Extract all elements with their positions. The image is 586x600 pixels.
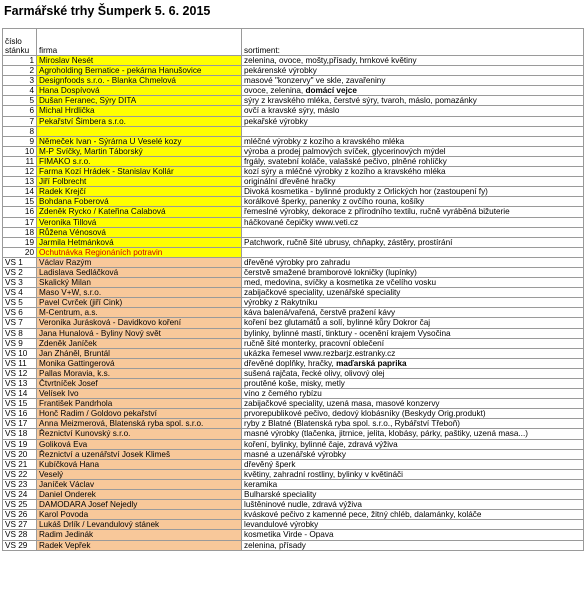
table-row <box>3 227 584 237</box>
firma-cell: Honč Radim / Goldovo pekařství <box>37 409 242 419</box>
sortiment-text: prvorepublikové pečivo, dedový klobásníky (Beskydy Orig.produkt) <box>244 409 486 419</box>
stall-number-cell: VS 23 <box>3 479 37 489</box>
stall-number-cell: VS 16 <box>3 409 37 419</box>
table-row <box>3 368 584 378</box>
sortiment-bold-text: domácí vejce <box>305 86 357 96</box>
sortiment-cell <box>242 358 584 368</box>
sortiment-text: ukázka řemesel www.rezbarjz.estranky.cz <box>244 348 396 358</box>
sortiment-cell <box>242 490 584 500</box>
sortiment-text: proutěné koše, misky, metly <box>244 379 345 388</box>
table-row <box>3 298 584 308</box>
sortiment-text: keramika <box>244 479 278 489</box>
firma-cell: Hana Dospívová <box>37 86 242 96</box>
table-row <box>3 439 584 449</box>
sortiment-cell <box>242 187 584 197</box>
sortiment-cell <box>242 136 584 146</box>
sortiment-text: zabijačkové speciality, uzená masa, masové konzervy <box>244 399 440 409</box>
sortiment-cell <box>242 66 584 76</box>
sortiment-text: sušená rajčata, řecké olivy, olivový olej <box>244 368 385 378</box>
table-row <box>3 520 584 530</box>
stall-number-cell: VS 7 <box>3 318 37 328</box>
firma-cell: Farma Kozí Hrádek - Stanislav Kollár <box>37 167 242 177</box>
firma-cell: Radek Vepřek <box>37 540 242 550</box>
sortiment-text: Divoká kosmetika - bylinné produkty z Orlických hor (zastoupení fy) <box>244 187 488 197</box>
stall-number-cell: VS 22 <box>3 469 37 479</box>
firma-cell: M-P Svíčky, Martin Táborský <box>37 146 242 156</box>
table-row <box>3 96 584 106</box>
firma-cell: Lukáš Drlík / Levandulový stánek <box>37 520 242 530</box>
sortiment-text: Bulharské speciality <box>244 490 317 500</box>
table-row <box>3 510 584 520</box>
table-row <box>3 419 584 429</box>
sortiment-cell <box>242 146 584 156</box>
stall-number-cell: VS 11 <box>3 358 37 368</box>
sortiment-text: zelenina, přísady <box>244 540 306 550</box>
stall-number-cell: VS 27 <box>3 520 37 530</box>
stall-number-cell: 20 <box>3 247 37 257</box>
firma-cell: Řeznictví a uzenářství Josek Klimeš <box>37 449 242 459</box>
table-row <box>3 217 584 227</box>
sortiment-cell <box>242 429 584 439</box>
sortiment-cell <box>242 318 584 328</box>
sortiment-text: originální dřevěné hračky <box>244 177 336 187</box>
sortiment-cell <box>242 156 584 166</box>
sortiment-text: kosmetika Virde - Opava <box>244 530 334 540</box>
firma-cell: Maso V+W, s.r.o. <box>37 288 242 298</box>
firma-cell: Bohdana Foberová <box>37 197 242 207</box>
firma-cell: Michal Hrdlička <box>37 106 242 116</box>
stall-number-cell: 18 <box>3 227 37 237</box>
firma-cell: M-Centrum, a.s. <box>37 308 242 318</box>
sortiment-cell <box>242 379 584 389</box>
stall-number-cell: 3 <box>3 76 37 86</box>
sortiment-cell <box>242 288 584 298</box>
sortiment-cell <box>242 368 584 378</box>
firma-cell: FIMAKO s.r.o. <box>37 156 242 166</box>
sortiment-text: mléčné výrobky z kozího a kravského mléka <box>244 136 405 146</box>
stall-number-cell: 16 <box>3 207 37 217</box>
table-row <box>3 76 584 86</box>
firma-cell: Radek Krejčí <box>37 187 242 197</box>
table-row <box>3 146 584 156</box>
sortiment-cell <box>242 96 584 106</box>
sortiment-cell <box>242 217 584 227</box>
sortiment-cell <box>242 257 584 267</box>
sortiment-cell <box>242 459 584 469</box>
sortiment-text: kváskové pečivo z kamenné pece, žitný chléb, dalamánky, koláče <box>244 510 482 520</box>
stall-number-cell: VS 19 <box>3 439 37 449</box>
stall-number-cell: 12 <box>3 167 37 177</box>
table-row <box>3 530 584 540</box>
stall-number-cell: VS 26 <box>3 510 37 520</box>
sortiment-text: dřevěné výrobky pro zahradu <box>244 257 351 267</box>
sortiment-text: med, medovina, svíčky a kosmetika ze včelího vosku <box>244 278 437 288</box>
sortiment-text: levandulové výrobky <box>244 520 319 530</box>
table-row <box>3 187 584 197</box>
sortiment-cell <box>242 530 584 540</box>
firma-cell: František Pandrhola <box>37 399 242 409</box>
table-row <box>3 66 584 76</box>
stall-number-cell: 1 <box>3 56 37 66</box>
sortiment-cell <box>242 449 584 459</box>
sortiment-text: ryby z Blatné (Blatenská ryba spol. s.r.o., Rybářství Třeboň) <box>244 419 460 429</box>
sortiment-text: dřevěné doplňky, hračky, <box>244 358 337 368</box>
sortiment-cell <box>242 197 584 207</box>
sortiment-cell <box>242 520 584 530</box>
table-row <box>3 358 584 368</box>
table-row <box>3 459 584 469</box>
firma-cell: Zdeněk Janíček <box>37 338 242 348</box>
sortiment-text: masné výrobky (tlačenka, jitrnice, jelita, klobásy, párky, paštiky, uzená masa...) <box>244 429 528 439</box>
sortiment-text: Patchwork, ručně šité ubrusy, chňapky, zástěry, prostírání <box>244 237 453 247</box>
firma-cell: Ochutnávka Regionáních potravin <box>37 247 242 257</box>
sortiment-cell <box>242 56 584 66</box>
sortiment-cell <box>242 227 584 237</box>
table-row <box>3 86 584 96</box>
sortiment-text: masné a uzenářské výrobky <box>244 449 346 459</box>
table-header-row <box>3 29 584 56</box>
firma-cell: Monika Gattingerová <box>37 358 242 368</box>
table-row <box>3 56 584 66</box>
table-row <box>3 399 584 409</box>
firma-cell: Jiří Folbrecht <box>37 177 242 187</box>
stall-number-cell: 17 <box>3 217 37 227</box>
table-row <box>3 197 584 207</box>
table-row <box>3 338 584 348</box>
table-row <box>3 389 584 399</box>
firma-cell: Skalický Milan <box>37 278 242 288</box>
table-row <box>3 156 584 166</box>
sortiment-text: výroba a prodej palmových svíček, glycerinových mýdel <box>244 146 446 156</box>
sortiment-cell <box>242 116 584 126</box>
sortiment-cell <box>242 409 584 419</box>
stall-number-cell: VS 4 <box>3 288 37 298</box>
sortiment-text: ručně šité monterky, pracovní oblečení <box>244 338 385 348</box>
sortiment-cell <box>242 237 584 247</box>
firma-cell: Pavel Cvrček (jiří Cink) <box>37 298 242 308</box>
stall-number-cell: VS 10 <box>3 348 37 358</box>
stall-number-cell: 19 <box>3 237 37 247</box>
sortiment-cell <box>242 479 584 489</box>
sortiment-text: koření bez glutamátů a solí, bylinné kůry Dokror čaj <box>244 318 431 328</box>
table-row <box>3 247 584 257</box>
sortiment-text: čerstvě smažené bramborové lokničky (lupínky) <box>244 267 417 277</box>
stall-number-cell: VS 8 <box>3 328 37 338</box>
table-row <box>3 116 584 126</box>
table-row <box>3 257 584 267</box>
sortiment-text: zelenina, ovoce, mošty,přísady, hrnkové květiny <box>244 56 417 65</box>
sortiment-text: dřevěný šperk <box>244 459 296 469</box>
header-stall-number-line2: stánku <box>5 45 30 55</box>
stall-number-cell: VS 5 <box>3 298 37 308</box>
stall-number-cell: VS 6 <box>3 308 37 318</box>
firma-cell: Goliková Eva <box>37 439 242 449</box>
firma-cell: Jan Zháněl, Bruntál <box>37 348 242 358</box>
sortiment-text: řemeslné výrobky, dekorace z přírodního textilu, ručně vyráběná bižuterie <box>244 207 510 217</box>
table-row <box>3 379 584 389</box>
sortiment-text: ovčí a kravské sýry, máslo <box>244 106 340 116</box>
sortiment-text: koření, bylinky, bylinné čaje, zdravá výživa <box>244 439 398 449</box>
table-row <box>3 136 584 146</box>
table-row <box>3 207 584 217</box>
stall-number-cell: 14 <box>3 187 37 197</box>
stall-number-cell: VS 25 <box>3 500 37 510</box>
firma-cell: Designfoods s.r.o. - Blanka Chmelová <box>37 76 242 86</box>
sortiment-text: zabijačkové speciality, uzenářské speciality <box>244 288 401 298</box>
table-row <box>3 490 584 500</box>
sortiment-text: bylinky, bylinné mastí, tinktury - ocenění krajem Vysočina <box>244 328 451 338</box>
sortiment-cell <box>242 106 584 116</box>
sortiment-cell <box>242 500 584 510</box>
firma-cell: Karol Povoda <box>37 510 242 520</box>
firma-cell: Růžena Vénosová <box>37 227 242 237</box>
sortiment-cell <box>242 278 584 288</box>
sortiment-text: háčkované čepičky www.veti.cz <box>244 217 359 227</box>
stall-number-cell: VS 29 <box>3 540 37 550</box>
stall-number-cell: 13 <box>3 177 37 187</box>
table-row <box>3 106 584 116</box>
page-title: Farmářské trhy Šumperk 5. 6. 2015 <box>4 4 211 18</box>
table-row <box>3 126 584 136</box>
stall-number-cell: VS 1 <box>3 257 37 267</box>
sortiment-text: frgály, svatební koláče, valašské pečivo, plněné rohlíčky <box>244 156 447 166</box>
table-row <box>3 308 584 318</box>
table-row <box>3 479 584 489</box>
stalls-table <box>2 28 584 551</box>
sortiment-cell <box>242 348 584 358</box>
firma-cell: Jarmila Hetmánková <box>37 237 242 247</box>
stall-number-cell: VS 13 <box>3 379 37 389</box>
stall-number-cell: 10 <box>3 146 37 156</box>
sortiment-cell <box>242 177 584 187</box>
stall-number-cell: VS 28 <box>3 530 37 540</box>
stall-number-cell: VS 14 <box>3 389 37 399</box>
table-row <box>3 409 584 419</box>
sortiment-cell <box>242 298 584 308</box>
firma-cell: Radim Jedinák <box>37 530 242 540</box>
header-sortiment: sortiment: <box>242 29 584 56</box>
firma-cell: Anna Meizmerová, Blatenská ryba spol. s.r.o. <box>37 419 242 429</box>
sortiment-cell <box>242 86 584 96</box>
stall-number-cell: VS 20 <box>3 449 37 459</box>
stall-number-cell: VS 15 <box>3 399 37 409</box>
table-row <box>3 469 584 479</box>
firma-cell: Pekařství Šimbera s.r.o. <box>37 116 242 126</box>
sortiment-text: květiny, zahradní rostliny, bylinky v květináči <box>244 469 403 479</box>
stall-number-cell: VS 18 <box>3 429 37 439</box>
header-stall-number <box>3 29 37 56</box>
table-row <box>3 267 584 277</box>
sortiment-text: masové "konzervy" ve skle, zavařeniny <box>244 76 386 86</box>
sortiment-text: výrobky z Rakytníku <box>244 298 318 308</box>
firma-cell: DAMODARA Josef Nejedly <box>37 500 242 510</box>
table-row <box>3 177 584 187</box>
table-row <box>3 318 584 328</box>
sortiment-cell <box>242 126 584 136</box>
sortiment-cell <box>242 439 584 449</box>
table-row <box>3 328 584 338</box>
stall-number-cell: 11 <box>3 156 37 166</box>
sortiment-cell <box>242 469 584 479</box>
firma-cell: Jana Hunalová - Byliny Nový svět <box>37 328 242 338</box>
sortiment-cell <box>242 328 584 338</box>
sortiment-text: sýry z kravského mléka, čerstvé sýry, tvaroh, máslo, pomazánky <box>244 96 477 106</box>
stall-number-cell: VS 2 <box>3 267 37 277</box>
sortiment-cell <box>242 247 584 257</box>
firma-cell: Čtvrtníček Josef <box>37 379 242 389</box>
sortiment-cell <box>242 510 584 520</box>
stall-number-cell: 2 <box>3 66 37 76</box>
stall-number-cell: VS 12 <box>3 368 37 378</box>
sortiment-text: kozí sýry a mléčné výrobky z kozího a kravského mléka <box>244 167 446 177</box>
sortiment-cell <box>242 207 584 217</box>
stall-number-cell: 15 <box>3 197 37 207</box>
firma-cell: Václav Razým <box>37 257 242 267</box>
firma-cell: Janíček Václav <box>37 479 242 489</box>
firma-cell: Kubíčková Hana <box>37 459 242 469</box>
sortiment-cell <box>242 76 584 86</box>
sortiment-text: ovoce, zelenina, <box>244 86 306 96</box>
sortiment-text: káva balená/vařená, čerstvě pražení kávy <box>244 308 396 318</box>
stall-number-cell: 4 <box>3 86 37 96</box>
firma-cell: Dušan Feranec, Sýry DITA <box>37 96 242 106</box>
sortiment-cell <box>242 267 584 277</box>
stall-number-cell: VS 17 <box>3 419 37 429</box>
firma-cell <box>37 126 242 136</box>
sortiment-cell <box>242 308 584 318</box>
stall-number-cell: VS 9 <box>3 338 37 348</box>
table-row <box>3 288 584 298</box>
stall-number-cell: 9 <box>3 136 37 146</box>
sortiment-text: luštěninové nudle, zdravá výživa <box>244 500 362 510</box>
stall-number-cell: VS 24 <box>3 490 37 500</box>
sortiment-cell <box>242 389 584 399</box>
stall-number-cell: 7 <box>3 116 37 126</box>
firma-cell: Ladislava Sedláčková <box>37 267 242 277</box>
table-row <box>3 167 584 177</box>
firma-cell: Zdeněk Rycko / Kateřina Calabová <box>37 207 242 217</box>
firma-cell: Miroslav Nesét <box>37 56 242 66</box>
stall-number-cell: 6 <box>3 106 37 116</box>
sortiment-bold-text: maďarská paprika <box>336 358 407 368</box>
stall-number-cell: VS 21 <box>3 459 37 469</box>
stall-number-cell: 5 <box>3 96 37 106</box>
sortiment-text: pekárenské výrobky <box>244 66 317 76</box>
firma-cell: Agroholding Bernatice - pekárna Hanušovice <box>37 66 242 76</box>
table-row <box>3 500 584 510</box>
firma-cell: Veronika Jurásková - Davidkovo koření <box>37 318 242 328</box>
table-row <box>3 278 584 288</box>
table-row <box>3 348 584 358</box>
firma-cell: Veronika Tillová <box>37 217 242 227</box>
firma-cell: Němeček Ivan - Sýrárna U Veselé kozy <box>37 136 242 146</box>
stall-number-cell: VS 3 <box>3 278 37 288</box>
firma-cell: Veselý <box>37 469 242 479</box>
sortiment-cell <box>242 540 584 550</box>
sortiment-cell <box>242 167 584 177</box>
table-row <box>3 449 584 459</box>
table-row <box>3 429 584 439</box>
sortiment-text: korálkové šperky, panenky z ovčího rouna, košíky <box>244 197 425 207</box>
sortiment-text: pekařské výrobky <box>244 116 308 126</box>
firma-cell: Řeznictví Kunovský s.r.o. <box>37 429 242 439</box>
firma-cell: Pallas Moravia, k.s. <box>37 368 242 378</box>
sortiment-cell <box>242 338 584 348</box>
sortiment-cell <box>242 399 584 409</box>
header-firma: firma <box>37 29 242 56</box>
firma-cell: Daniel Onderek <box>37 490 242 500</box>
table-row <box>3 237 584 247</box>
sortiment-text: víno z čemého rybízu <box>244 389 322 399</box>
sortiment-cell <box>242 419 584 429</box>
header-stall-number-line1: číslo <box>5 36 22 46</box>
table-row <box>3 540 584 550</box>
stall-number-cell: 8 <box>3 126 37 136</box>
firma-cell: Velísek Ivo <box>37 389 242 399</box>
